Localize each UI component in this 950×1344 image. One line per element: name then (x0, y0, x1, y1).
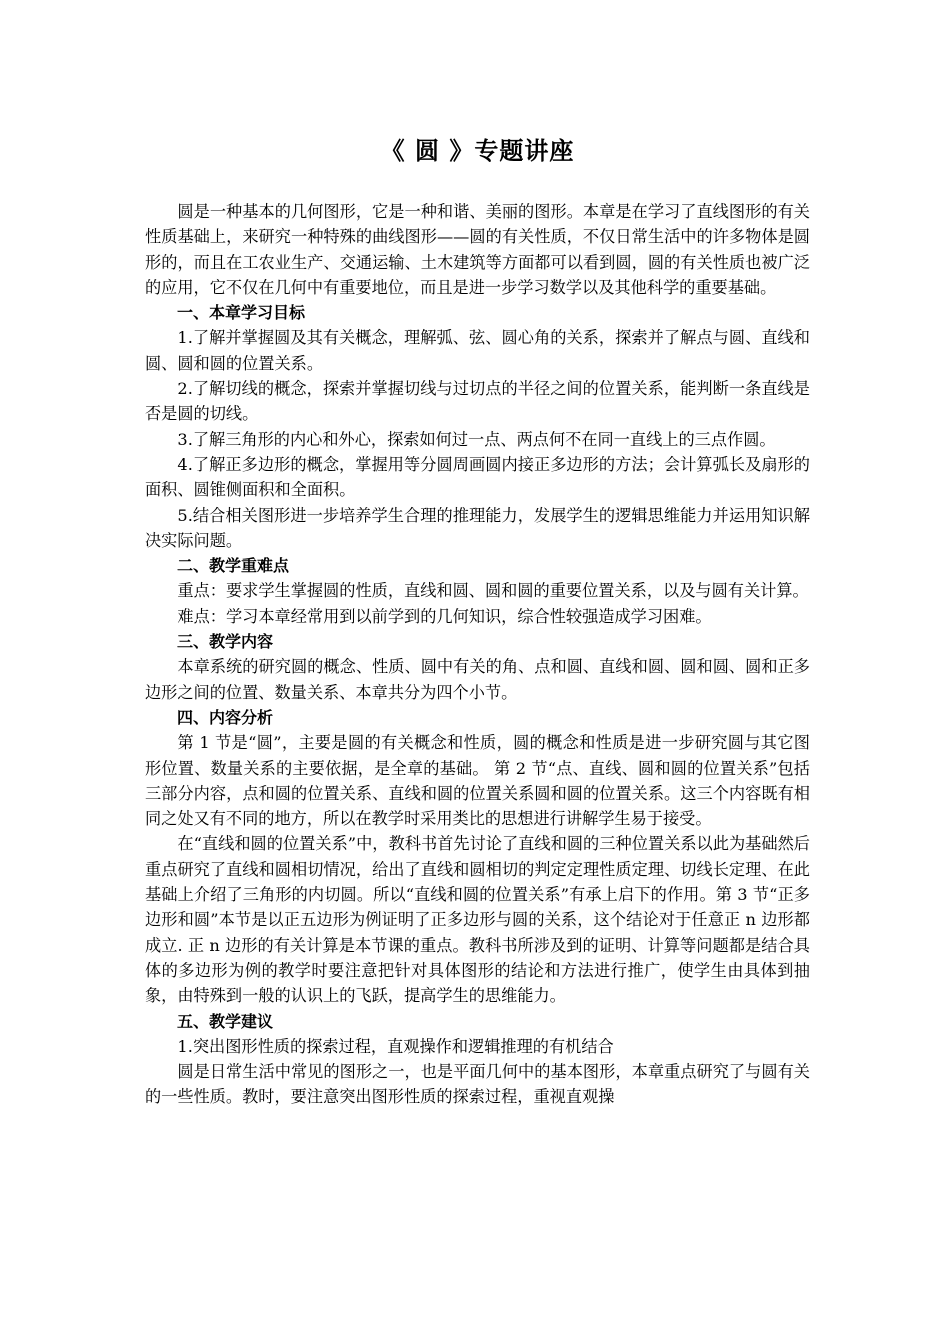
goal-item: 3.了解三角形的内心和外心，探索如何过一点、两点何不在同一直线上的三点作圆。 (177, 429, 776, 449)
intro-paragraph: 圆是一种基本的几何图形，它是一种和谐、美丽的图形。本章是在学习了直线图形的有关性质基础上，来研究一种特殊的曲线图形——圆的有关性质，不仅日常生活中的许多物体是圆形的，而且在工农业生产、交通运输、土木建筑等方面都可以看到圆，圆的有关性质也被广泛的应用，它不仅在几何中有重要地位，而且是进一步学习数学以及其他科学的重要基础。 (145, 202, 810, 297)
goal-item: 4.了解正多边形的概念，掌握用等分圆周画圆内接正多边形的方法；会计算弧长及扇形的面积、圆锥侧面积和全面积。 (145, 454, 810, 500)
goal-item: 1.了解并掌握圆及其有关概念，理解弧、弦、圆心角的关系，探索并了解点与圆、直线和圆、圆和圆的位置关系。 (145, 328, 810, 373)
key-point-paragraph: 重点：要求学生掌握圆的性质，直线和圆、圆和圆的重要位置关系，以及与圆有关计算。 (177, 581, 809, 601)
difficulty-paragraph: 难点：学习本章经常用到以前学到的几何知识，综合性较强造成学习困难。 (177, 606, 712, 626)
document-body (145, 199, 810, 1110)
section-heading-goals: 一、本章学习目标 (177, 303, 306, 323)
section-heading-key-points: 二、教学重难点 (177, 556, 290, 576)
suggestion-item: 1.突出图形性质的探索过程，直观操作和逻辑推理的有机结合 (177, 1036, 614, 1056)
document-title: 《 圆 》专题讲座 (380, 137, 575, 165)
content-paragraph: 本章系统的研究圆的概念、性质、圆中有关的角、点和圆、直线和圆、圆和圆、圆和正多边形之间的位置、数量关系、本章共分为四个小节。 (145, 657, 810, 702)
suggestion-paragraph: 圆是日常生活中常见的图形之一，也是平面几何中的基本图形，本章重点研究了与圆有关的一些性质。教时，要注意突出图形性质的探索过程，重视直观操 (145, 1062, 810, 1107)
section-heading-content: 三、教学内容 (177, 632, 274, 652)
analysis-paragraph: 第 1 节是“圆”，主要是圆的有关概念和性质，圆的概念和性质是进一步研究圆与其它图形位置、数量关系的主要依据，是全章的基础。 第 2 节“点、直线、圆和圆的位置关系”包括三部分内容，点和圆的位置关系、直线和圆的位置关系圆和圆的位置关系。这三个内容既有相同之处又有不同的地方，所以在教学时采用类比的思想进行讲解学生易于接受。 (145, 733, 810, 829)
section-heading-suggestions: 五、教学建议 (177, 1011, 274, 1031)
section-heading-analysis: 四、内容分析 (177, 707, 274, 727)
goal-item: 2.了解切线的概念，探索并掌握切线与过切点的半径之间的位置关系，能判断一条直线是否是圆的切线。 (145, 379, 810, 424)
goal-item: 5.结合相关图形进一步培养学生合理的推理能力，发展学生的逻辑思维能力并运用知识解决实际问题。 (145, 505, 810, 550)
analysis-paragraph: 在“直线和圆的位置关系”中，教科书首先讨论了直线和圆的三种位置关系以此为基础然后重点研究了直线和圆相切情况，给出了直线和圆相切的判定定理性质定理、切线长定理、在此基础上介绍了三角形的内切圆。所以“直线和圆的位置关系”有承上启下的作用。第 3 节“正多边形和圆”本节是以正五边形为例证明了正多边形与圆的关系，这个结论对于任意正 n 边形都成立. 正 n 边形的有关计算是本节课的重点。教科书所涉及到的证明、计算等问题都是结合具体的多边形为例的教学时要注意把针对具体图形的结论和方法进行推广，使学生由具体到抽象，由特殊到一般的认识上的飞跃，提高学生的思维能力。 (145, 834, 810, 1006)
